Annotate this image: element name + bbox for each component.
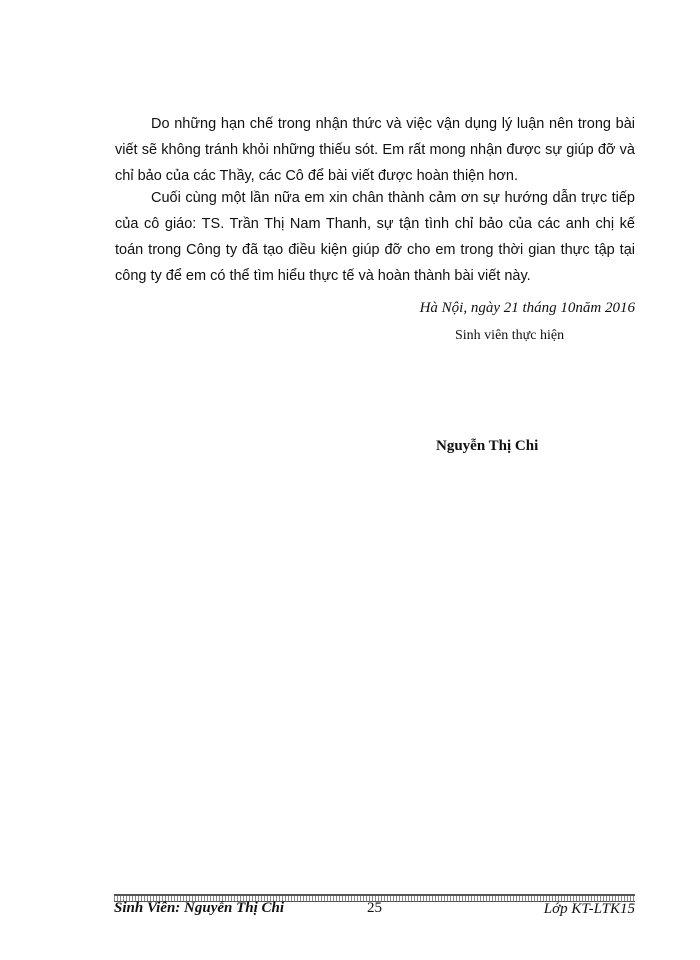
signer-name: Nguyễn Thị Chi xyxy=(436,438,539,454)
paragraph-limitations: Do những hạn chế trong nhận thức và việc vận dụng lý luận nên trong bài viết sẽ không tránh khỏi những thiếu sót. Em rất mong nhận được sự giúp đỡ và chỉ bảo của các Thầy, các Cô để bài viết được hoàn thiện hơn. xyxy=(115,116,635,184)
footer-class: Lớp KT-LTK15 xyxy=(543,901,635,917)
signer-role: Sinh viên thực hiện xyxy=(455,328,565,343)
page-number: 25 xyxy=(367,900,382,916)
paragraph-thanks: Cuối cùng một lần nữa em xin chân thành cảm ơn sự hướng dẫn trực tiếp của cô giáo: TS. Trần Thị Nam Thanh, sự tận tình chỉ bảo của các anh chị kế toán trong Công ty đã tạo điều kiện giúp đỡ cho em trong thời gian thực tập tại công ty để em có thể tìm hiểu thực tế và hoàn thành bài viết này. xyxy=(115,190,635,284)
place-date: Hà Nội, ngày 21 tháng 10năm 2016 xyxy=(419,300,635,316)
footer-student: Sinh Viên: Nguyễn Thị Chi xyxy=(114,900,285,916)
